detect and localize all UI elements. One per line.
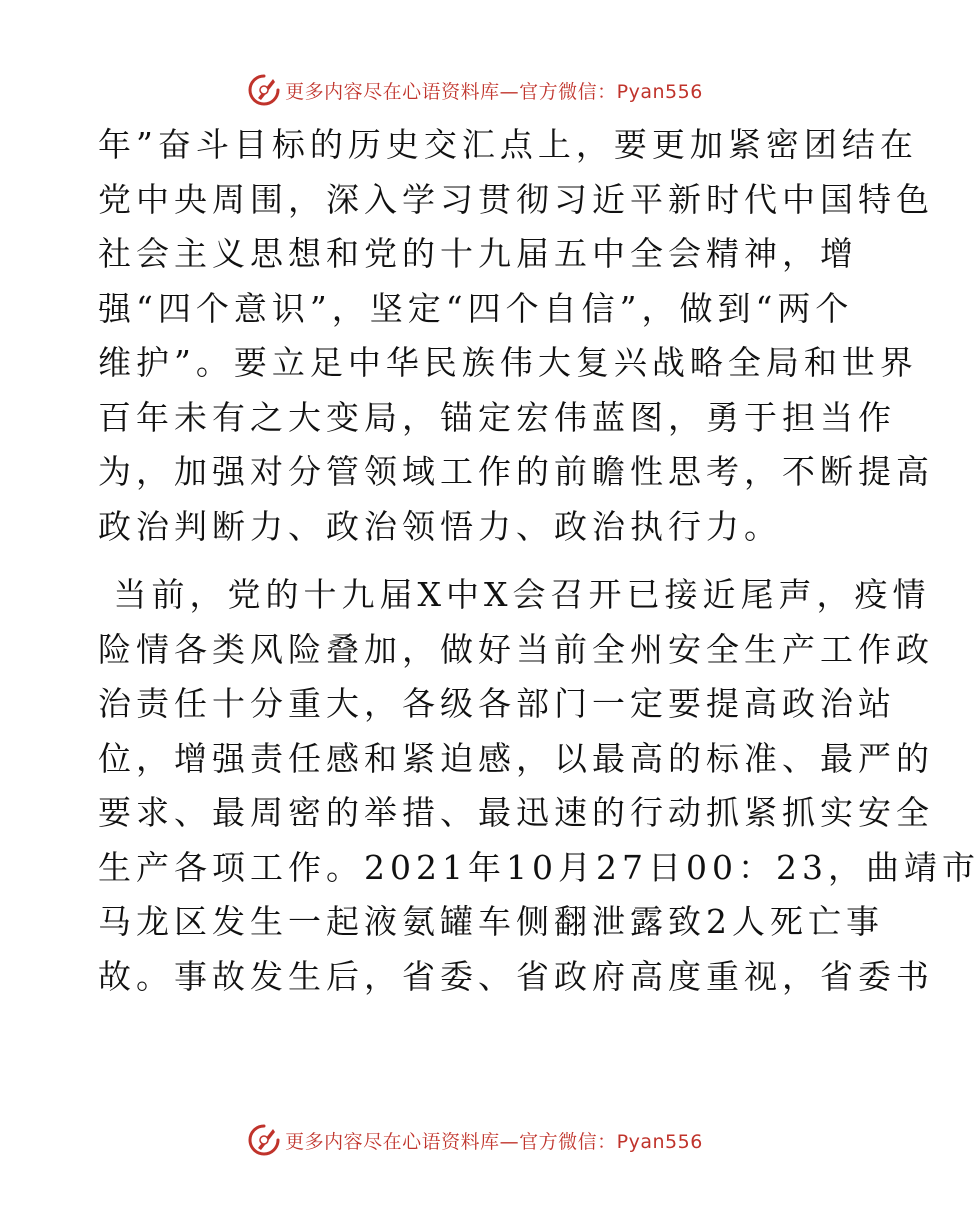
text-line: 位，增强责任感和紧迫感，以最高的标准、最严的 xyxy=(98,738,934,778)
document-body xyxy=(98,118,980,1004)
text-line: 政治判断力、政治领悟力、政治执行力。 xyxy=(98,506,782,546)
text-line: 党中央周围，深入学习贯彻习近平新时代中国特色 xyxy=(98,179,934,219)
text-line: 当前，党的十九届X中X会召开已接近尾声，疫情 xyxy=(98,575,931,614)
text-line: 社会主义思想和党的十九届五中全会精神，增 xyxy=(98,234,858,273)
text-line: 强“四个意识”，坚定“四个自信”，做到“两个 xyxy=(98,288,854,328)
text-line: 维护”。要立足中华民族伟大复兴战略全局和世界 xyxy=(98,343,918,382)
header-banner xyxy=(0,70,950,110)
text-line: 为，加强对分管领域工作的前瞻性思考，不断提高 xyxy=(98,452,934,491)
text-line: 故。事故发生后，省委、省政府高度重视，省委书 xyxy=(98,956,934,996)
text-line: 年”奋斗目标的历史交汇点上，要更加紧密团结在 xyxy=(98,125,918,164)
paragraph-1 xyxy=(98,118,934,554)
text-line: 要求、最周密的举措、最迅速的行动抓紧抓实安全 xyxy=(98,793,934,832)
footer-banner xyxy=(0,1120,950,1160)
text-line: 治责任十分重大，各级各部门一定要提高政治站 xyxy=(98,684,896,723)
paragraph-2 xyxy=(98,568,980,1004)
text-line: 马龙区发生一起液氨罐车侧翻泄露致2人死亡事 xyxy=(98,902,884,941)
text-line: 险情各类风险叠加，做好当前全州安全生产工作政 xyxy=(98,629,934,669)
text-line: 百年未有之大变局，锚定宏伟蓝图，勇于担当作 xyxy=(98,397,896,437)
footer-banner-text: 更多内容尽在心语资料库—官方微信：Pyan556 xyxy=(285,1130,703,1153)
text-line: 生产各项工作。2021年10月27日00：23，曲靖市 xyxy=(98,847,980,887)
header-banner-text: 更多内容尽在心语资料库—官方微信：Pyan556 xyxy=(285,80,703,103)
paragraph-gap xyxy=(98,554,858,568)
quill-in-circle-icon xyxy=(247,73,281,107)
quill-in-circle-icon xyxy=(247,1123,281,1157)
